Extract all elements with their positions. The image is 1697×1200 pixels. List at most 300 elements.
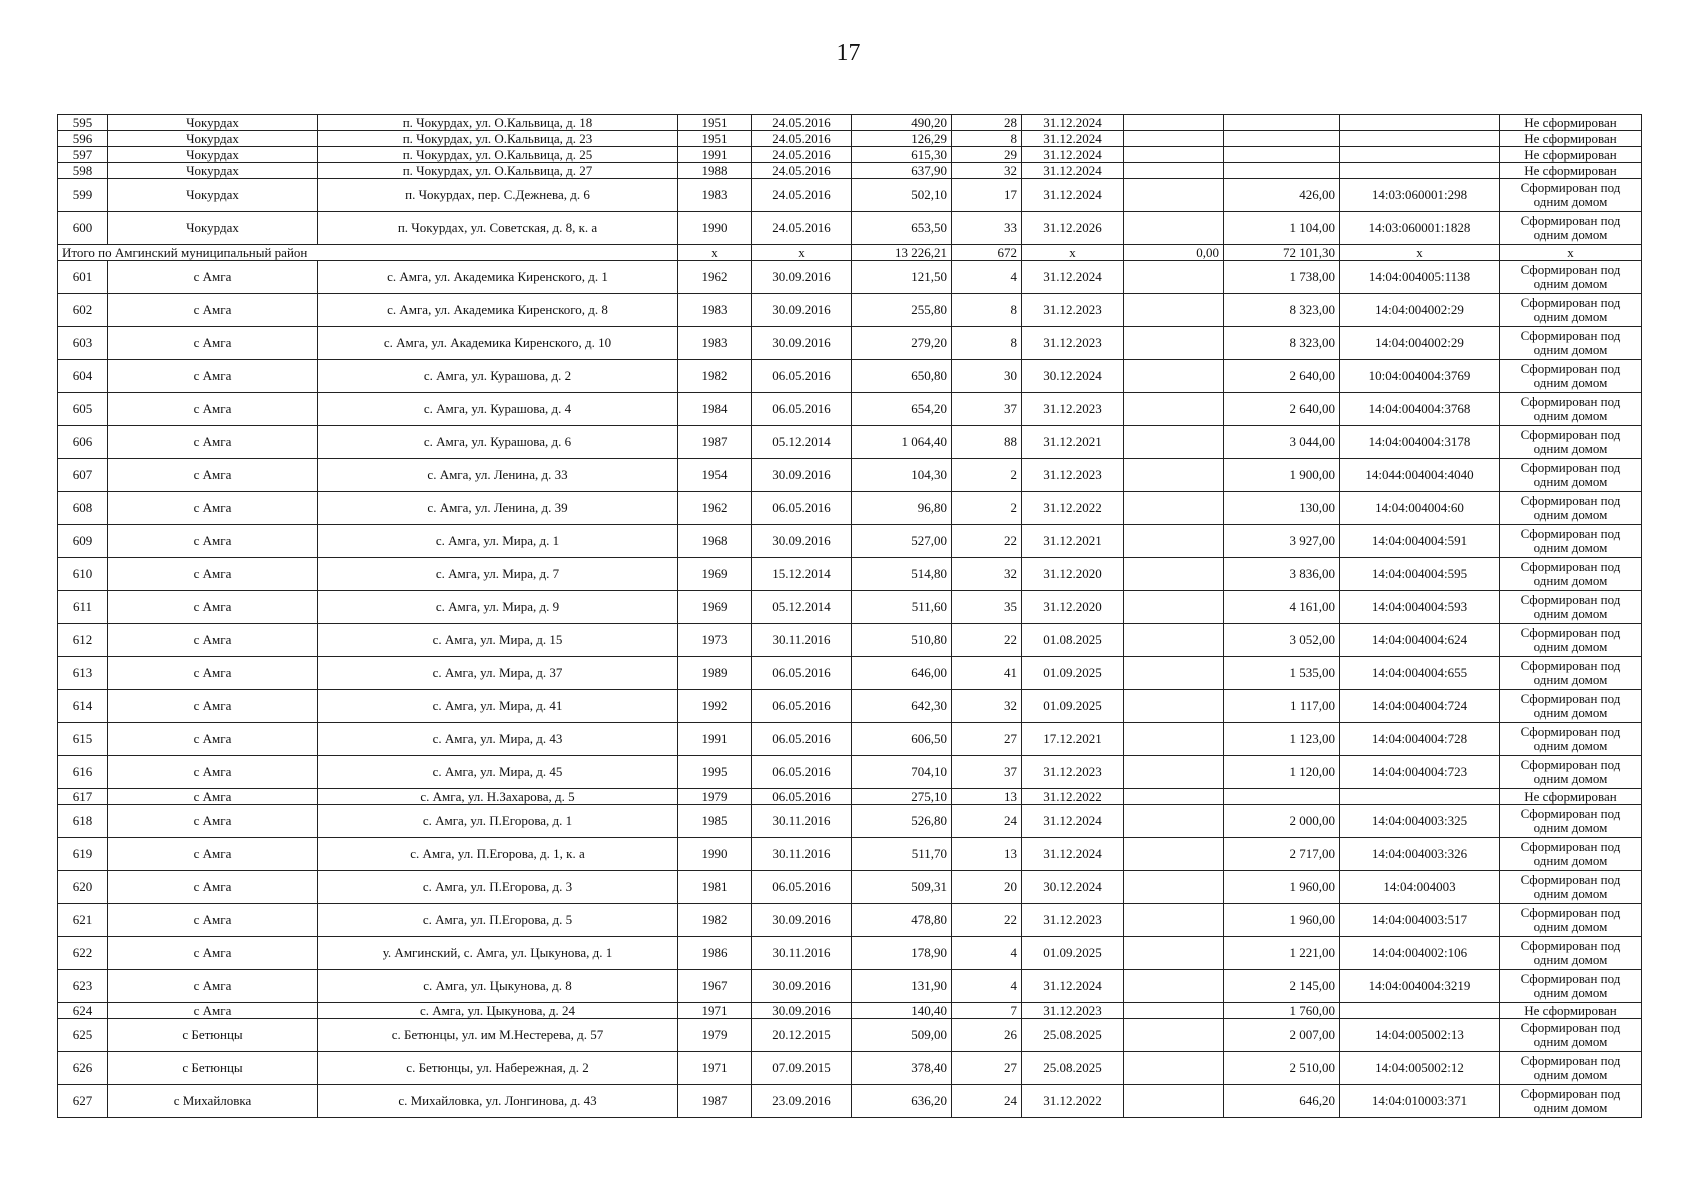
cell-land-status: Сформирован под одним домом: [1500, 1085, 1642, 1118]
cell-col10: [1124, 115, 1224, 131]
cell-cadastral-number: [1340, 115, 1500, 131]
cell-col10: [1124, 937, 1224, 970]
cell-residents: 4: [952, 261, 1022, 294]
cell-deadline: 31.12.2024: [1022, 163, 1124, 179]
cell-address: с. Амга, ул. Мира, д. 9: [318, 591, 678, 624]
cell-col10: [1124, 1085, 1224, 1118]
cell-inspection-date: 15.12.2014: [752, 558, 852, 591]
cell-inspection-date: 07.09.2015: [752, 1052, 852, 1085]
cell-cadastral-number: 14:044:004004:4040: [1340, 459, 1500, 492]
cell-land-status: Не сформирован: [1500, 789, 1642, 805]
table-row: [58, 1085, 1642, 1118]
cell-inspection-date: 30.11.2016: [752, 937, 852, 970]
cell-land-area: 1 900,00: [1224, 459, 1340, 492]
cell-row-number: 606: [58, 426, 108, 459]
cell-deadline: 30.12.2024: [1022, 360, 1124, 393]
table-row: [58, 459, 1642, 492]
cell-row-number: 622: [58, 937, 108, 970]
cell-col10: [1124, 723, 1224, 756]
cell-year-built: 1962: [678, 492, 752, 525]
table-row: [58, 147, 1642, 163]
cell-address: с. Амга, ул. Мира, д. 1: [318, 525, 678, 558]
table-row: [58, 904, 1642, 937]
table-row: [58, 492, 1642, 525]
cell-land-status: Сформирован под одним домом: [1500, 426, 1642, 459]
cell-inspection-date: 24.05.2016: [752, 163, 852, 179]
cell-land-area: 2 510,00: [1224, 1052, 1340, 1085]
cell-col10: [1124, 1019, 1224, 1052]
cell-area: 502,10: [852, 179, 952, 212]
summary-area: 13 226,21: [852, 245, 952, 261]
cell-col10: [1124, 360, 1224, 393]
cell-cadastral-number: [1340, 1003, 1500, 1019]
cell-year-built: 1984: [678, 393, 752, 426]
cell-inspection-date: 30.09.2016: [752, 525, 852, 558]
cell-col10: [1124, 327, 1224, 360]
cell-inspection-date: 06.05.2016: [752, 871, 852, 904]
cell-inspection-date: 06.05.2016: [752, 360, 852, 393]
cell-residents: 2: [952, 459, 1022, 492]
cell-year-built: 1982: [678, 904, 752, 937]
cell-year-built: 1991: [678, 147, 752, 163]
cell-address: с. Михайловка, ул. Лонгинова, д. 43: [318, 1085, 678, 1118]
cell-deadline: 31.12.2021: [1022, 525, 1124, 558]
cell-inspection-date: 20.12.2015: [752, 1019, 852, 1052]
cell-settlement: с Амга: [108, 624, 318, 657]
cell-residents: 8: [952, 294, 1022, 327]
cell-row-number: 603: [58, 327, 108, 360]
cell-land-area: 1 960,00: [1224, 871, 1340, 904]
cell-cadastral-number: 14:04:004004:723: [1340, 756, 1500, 789]
cell-address: с. Амга, ул. Мира, д. 45: [318, 756, 678, 789]
cell-residents: 28: [952, 115, 1022, 131]
cell-land-area: 8 323,00: [1224, 327, 1340, 360]
summary-label: Итого по Амгинский муниципальный район: [58, 245, 678, 261]
cell-year-built: 1990: [678, 212, 752, 245]
summary-status: x: [1500, 245, 1642, 261]
cell-settlement: с Амга: [108, 789, 318, 805]
cell-deadline: 31.12.2021: [1022, 426, 1124, 459]
cell-year-built: 1979: [678, 1019, 752, 1052]
cell-row-number: 624: [58, 1003, 108, 1019]
cell-cadastral-number: 14:04:004004:655: [1340, 657, 1500, 690]
cell-deadline: 31.12.2024: [1022, 179, 1124, 212]
cell-year-built: 1992: [678, 690, 752, 723]
cell-year-built: 1982: [678, 360, 752, 393]
cell-land-area: 1 960,00: [1224, 904, 1340, 937]
cell-residents: 8: [952, 327, 1022, 360]
cell-land-area: 2 640,00: [1224, 360, 1340, 393]
cell-cadastral-number: 14:04:004003:325: [1340, 805, 1500, 838]
cell-land-area: [1224, 163, 1340, 179]
cell-settlement: с Амга: [108, 723, 318, 756]
cell-address: с. Амга, ул. Курашова, д. 6: [318, 426, 678, 459]
cell-area: 510,80: [852, 624, 952, 657]
cell-land-area: 1 535,00: [1224, 657, 1340, 690]
cell-cadastral-number: 14:04:004004:60: [1340, 492, 1500, 525]
cell-row-number: 616: [58, 756, 108, 789]
cell-deadline: 31.12.2023: [1022, 459, 1124, 492]
table-row: [58, 657, 1642, 690]
cell-settlement: Чокурдах: [108, 115, 318, 131]
cell-row-number: 599: [58, 179, 108, 212]
table-row: [58, 690, 1642, 723]
cell-deadline: 31.12.2024: [1022, 805, 1124, 838]
cell-row-number: 619: [58, 838, 108, 871]
cell-deadline: 01.08.2025: [1022, 624, 1124, 657]
cell-deadline: 25.08.2025: [1022, 1019, 1124, 1052]
cell-land-status: Не сформирован: [1500, 1003, 1642, 1019]
cell-settlement: с Амга: [108, 970, 318, 1003]
cell-land-status: Не сформирован: [1500, 131, 1642, 147]
cell-land-status: Сформирован под одним домом: [1500, 723, 1642, 756]
cell-inspection-date: 30.09.2016: [752, 904, 852, 937]
cell-inspection-date: 30.11.2016: [752, 624, 852, 657]
cell-area: 527,00: [852, 525, 952, 558]
cell-land-area: 2 000,00: [1224, 805, 1340, 838]
cell-deadline: 31.12.2023: [1022, 1003, 1124, 1019]
cell-row-number: 615: [58, 723, 108, 756]
cell-settlement: с Амга: [108, 1003, 318, 1019]
cell-deadline: 01.09.2025: [1022, 657, 1124, 690]
cell-inspection-date: 05.12.2014: [752, 591, 852, 624]
cell-year-built: 1951: [678, 115, 752, 131]
cell-col10: [1124, 492, 1224, 525]
cell-land-area: 1 117,00: [1224, 690, 1340, 723]
page-number: 17: [836, 40, 861, 66]
rows-group-after: [58, 261, 1642, 1118]
cell-row-number: 600: [58, 212, 108, 245]
cell-col10: [1124, 212, 1224, 245]
table-row: [58, 805, 1642, 838]
cell-cadastral-number: [1340, 163, 1500, 179]
cell-inspection-date: 30.09.2016: [752, 970, 852, 1003]
cell-address: с. Амга, ул. Мира, д. 7: [318, 558, 678, 591]
cell-address: п. Чокурдах, ул. Советская, д. 8, к. а: [318, 212, 678, 245]
cell-area: 104,30: [852, 459, 952, 492]
cell-address: п. Чокурдах, пер. С.Дежнева, д. 6: [318, 179, 678, 212]
summary-col10: 0,00: [1124, 245, 1224, 261]
cell-land-area: 8 323,00: [1224, 294, 1340, 327]
cell-residents: 24: [952, 1085, 1022, 1118]
cell-row-number: 625: [58, 1019, 108, 1052]
cell-residents: 2: [952, 492, 1022, 525]
cell-deadline: 25.08.2025: [1022, 1052, 1124, 1085]
cell-area: 653,50: [852, 212, 952, 245]
cell-area: 637,90: [852, 163, 952, 179]
cell-address: п. Чокурдах, ул. О.Кальвица, д. 25: [318, 147, 678, 163]
cell-settlement: с Амга: [108, 838, 318, 871]
cell-land-status: Сформирован под одним домом: [1500, 558, 1642, 591]
cell-land-status: Сформирован под одним домом: [1500, 591, 1642, 624]
table-row: [58, 179, 1642, 212]
cell-settlement: Чокурдах: [108, 163, 318, 179]
cell-address: с. Амга, ул. Цыкунова, д. 8: [318, 970, 678, 1003]
cell-col10: [1124, 1052, 1224, 1085]
housing-table: [57, 114, 1642, 1118]
cell-area: 378,40: [852, 1052, 952, 1085]
cell-year-built: 1979: [678, 789, 752, 805]
cell-cadastral-number: 14:04:004005:1138: [1340, 261, 1500, 294]
cell-address: у. Амгинский, с. Амга, ул. Цыкунова, д. 1: [318, 937, 678, 970]
summary-land-area: 72 101,30: [1224, 245, 1340, 261]
cell-land-area: 1 120,00: [1224, 756, 1340, 789]
cell-settlement: с Амга: [108, 558, 318, 591]
cell-settlement: с Амга: [108, 393, 318, 426]
cell-year-built: 1987: [678, 1085, 752, 1118]
cell-settlement: Чокурдах: [108, 131, 318, 147]
cell-land-area: 646,20: [1224, 1085, 1340, 1118]
cell-land-status: Сформирован под одним домом: [1500, 492, 1642, 525]
cell-col10: [1124, 179, 1224, 212]
cell-year-built: 1951: [678, 131, 752, 147]
cell-deadline: 31.12.2022: [1022, 492, 1124, 525]
cell-year-built: 1983: [678, 294, 752, 327]
cell-land-area: 2 145,00: [1224, 970, 1340, 1003]
cell-year-built: 1986: [678, 937, 752, 970]
cell-address: с. Амга, ул. Ленина, д. 33: [318, 459, 678, 492]
cell-land-status: Сформирован под одним домом: [1500, 904, 1642, 937]
cell-land-status: Сформирован под одним домом: [1500, 624, 1642, 657]
cell-settlement: с Амга: [108, 360, 318, 393]
table-row: [58, 756, 1642, 789]
cell-area: 511,70: [852, 838, 952, 871]
cell-area: 279,20: [852, 327, 952, 360]
cell-residents: 13: [952, 789, 1022, 805]
table-row: [58, 591, 1642, 624]
cell-address: с. Амга, ул. Ленина, д. 39: [318, 492, 678, 525]
cell-address: с. Амга, ул. Академика Киренского, д. 1: [318, 261, 678, 294]
cell-year-built: 1991: [678, 723, 752, 756]
cell-col10: [1124, 558, 1224, 591]
cell-residents: 4: [952, 937, 1022, 970]
cell-residents: 13: [952, 838, 1022, 871]
cell-settlement: с Амга: [108, 805, 318, 838]
cell-settlement: с Амга: [108, 294, 318, 327]
cell-col10: [1124, 525, 1224, 558]
cell-cadastral-number: 14:04:004004:724: [1340, 690, 1500, 723]
cell-land-status: Сформирован под одним домом: [1500, 838, 1642, 871]
cell-row-number: 620: [58, 871, 108, 904]
cell-col10: [1124, 970, 1224, 1003]
table-row: [58, 327, 1642, 360]
cell-area: 126,29: [852, 131, 952, 147]
cell-residents: 30: [952, 360, 1022, 393]
table-row: [58, 393, 1642, 426]
cell-land-status: Сформирован под одним домом: [1500, 212, 1642, 245]
cell-land-area: 2 640,00: [1224, 393, 1340, 426]
cell-area: 255,80: [852, 294, 952, 327]
cell-deadline: 31.12.2024: [1022, 131, 1124, 147]
cell-inspection-date: 24.05.2016: [752, 131, 852, 147]
cell-col10: [1124, 294, 1224, 327]
cell-address: с. Амга, ул. Цыкунова, д. 24: [318, 1003, 678, 1019]
cell-settlement: с Амга: [108, 591, 318, 624]
cell-area: 1 064,40: [852, 426, 952, 459]
table-row: [58, 212, 1642, 245]
cell-land-status: Не сформирован: [1500, 115, 1642, 131]
cell-land-area: [1224, 147, 1340, 163]
table-row: [58, 624, 1642, 657]
cell-area: 650,80: [852, 360, 952, 393]
table-row: [58, 871, 1642, 904]
cell-settlement: Чокурдах: [108, 179, 318, 212]
cell-address: п. Чокурдах, ул. О.Кальвица, д. 27: [318, 163, 678, 179]
cell-deadline: 31.12.2024: [1022, 115, 1124, 131]
summary-group: [58, 245, 1642, 261]
cell-settlement: Чокурдах: [108, 147, 318, 163]
cell-year-built: 1985: [678, 805, 752, 838]
cell-address: п. Чокурдах, ул. О.Кальвица, д. 23: [318, 131, 678, 147]
cell-settlement: Чокурдах: [108, 212, 318, 245]
cell-address: с. Бетюнцы, ул. им М.Нестерева, д. 57: [318, 1019, 678, 1052]
table-row: [58, 115, 1642, 131]
cell-row-number: 610: [58, 558, 108, 591]
cell-cadastral-number: 14:04:004003:326: [1340, 838, 1500, 871]
summary-row: [58, 245, 1642, 261]
cell-land-status: Сформирован под одним домом: [1500, 1019, 1642, 1052]
summary-year: x: [678, 245, 752, 261]
cell-residents: 27: [952, 723, 1022, 756]
cell-deadline: 31.12.2022: [1022, 789, 1124, 805]
cell-settlement: с Амга: [108, 426, 318, 459]
table-row: [58, 1052, 1642, 1085]
cell-area: 526,80: [852, 805, 952, 838]
cell-land-area: 1 221,00: [1224, 937, 1340, 970]
cell-settlement: с Амга: [108, 459, 318, 492]
cell-deadline: 31.12.2020: [1022, 558, 1124, 591]
cell-year-built: 1990: [678, 838, 752, 871]
cell-col10: [1124, 904, 1224, 937]
cell-settlement: с Бетюнцы: [108, 1019, 318, 1052]
rows-group-before: [58, 115, 1642, 245]
cell-address: с. Амга, ул. Курашова, д. 4: [318, 393, 678, 426]
summary-cadastral: x: [1340, 245, 1500, 261]
cell-col10: [1124, 624, 1224, 657]
cell-area: 121,50: [852, 261, 952, 294]
cell-col10: [1124, 871, 1224, 904]
cell-address: с. Амга, ул. Академика Киренского, д. 10: [318, 327, 678, 360]
cell-deadline: 31.12.2024: [1022, 261, 1124, 294]
table-row: [58, 937, 1642, 970]
cell-settlement: с Амга: [108, 261, 318, 294]
cell-deadline: 31.12.2024: [1022, 970, 1124, 1003]
cell-inspection-date: 06.05.2016: [752, 492, 852, 525]
cell-row-number: 612: [58, 624, 108, 657]
cell-inspection-date: 06.05.2016: [752, 723, 852, 756]
cell-area: 509,00: [852, 1019, 952, 1052]
cell-cadastral-number: 14:04:004004:591: [1340, 525, 1500, 558]
cell-area: 636,20: [852, 1085, 952, 1118]
table-row: [58, 261, 1642, 294]
cell-residents: 37: [952, 393, 1022, 426]
cell-row-number: 596: [58, 131, 108, 147]
cell-year-built: 1983: [678, 179, 752, 212]
cell-row-number: 614: [58, 690, 108, 723]
cell-year-built: 1969: [678, 591, 752, 624]
cell-residents: 22: [952, 624, 1022, 657]
cell-row-number: 626: [58, 1052, 108, 1085]
cell-address: с. Амга, ул. П.Егорова, д. 3: [318, 871, 678, 904]
cell-area: 514,80: [852, 558, 952, 591]
cell-col10: [1124, 591, 1224, 624]
cell-land-status: Не сформирован: [1500, 147, 1642, 163]
cell-area: 178,90: [852, 937, 952, 970]
table-row: [58, 723, 1642, 756]
cell-cadastral-number: 10:04:004004:3769: [1340, 360, 1500, 393]
cell-area: 606,50: [852, 723, 952, 756]
cell-cadastral-number: 14:04:005002:13: [1340, 1019, 1500, 1052]
cell-inspection-date: 24.05.2016: [752, 179, 852, 212]
cell-land-status: Сформирован под одним домом: [1500, 970, 1642, 1003]
cell-row-number: 618: [58, 805, 108, 838]
cell-year-built: 1995: [678, 756, 752, 789]
cell-cadastral-number: 14:03:060001:298: [1340, 179, 1500, 212]
cell-residents: 32: [952, 690, 1022, 723]
cell-cadastral-number: 14:04:004002:29: [1340, 327, 1500, 360]
cell-cadastral-number: 14:04:004004:728: [1340, 723, 1500, 756]
cell-deadline: 01.09.2025: [1022, 690, 1124, 723]
cell-residents: 41: [952, 657, 1022, 690]
cell-year-built: 1954: [678, 459, 752, 492]
cell-deadline: 30.12.2024: [1022, 871, 1124, 904]
cell-address: с. Амга, ул. Мира, д. 15: [318, 624, 678, 657]
cell-year-built: 1971: [678, 1003, 752, 1019]
cell-row-number: 595: [58, 115, 108, 131]
cell-year-built: 1983: [678, 327, 752, 360]
cell-year-built: 1967: [678, 970, 752, 1003]
cell-year-built: 1988: [678, 163, 752, 179]
cell-residents: 8: [952, 131, 1022, 147]
cell-land-area: 3 836,00: [1224, 558, 1340, 591]
cell-inspection-date: 24.05.2016: [752, 147, 852, 163]
cell-deadline: 31.12.2022: [1022, 1085, 1124, 1118]
cell-land-status: Не сформирован: [1500, 163, 1642, 179]
cell-row-number: 605: [58, 393, 108, 426]
cell-residents: 22: [952, 904, 1022, 937]
cell-land-area: 1 738,00: [1224, 261, 1340, 294]
cell-area: 642,30: [852, 690, 952, 723]
cell-inspection-date: 23.09.2016: [752, 1085, 852, 1118]
cell-col10: [1124, 393, 1224, 426]
cell-year-built: 1987: [678, 426, 752, 459]
cell-land-status: Сформирован под одним домом: [1500, 261, 1642, 294]
cell-deadline: 31.12.2026: [1022, 212, 1124, 245]
cell-settlement: с Амга: [108, 327, 318, 360]
cell-deadline: 01.09.2025: [1022, 937, 1124, 970]
cell-col10: [1124, 261, 1224, 294]
cell-residents: 4: [952, 970, 1022, 1003]
table-row: [58, 970, 1642, 1003]
cell-row-number: 602: [58, 294, 108, 327]
cell-address: с. Амга, ул. П.Егорова, д. 5: [318, 904, 678, 937]
cell-land-area: 1 123,00: [1224, 723, 1340, 756]
cell-address: с. Амга, ул. Мира, д. 37: [318, 657, 678, 690]
cell-year-built: 1973: [678, 624, 752, 657]
cell-cadastral-number: 14:04:004002:106: [1340, 937, 1500, 970]
cell-land-status: Сформирован под одним домом: [1500, 525, 1642, 558]
cell-cadastral-number: 14:03:060001:1828: [1340, 212, 1500, 245]
cell-row-number: 598: [58, 163, 108, 179]
cell-deadline: 31.12.2020: [1022, 591, 1124, 624]
cell-residents: 88: [952, 426, 1022, 459]
cell-address: с. Амга, ул. П.Егорова, д. 1: [318, 805, 678, 838]
cell-area: 490,20: [852, 115, 952, 131]
cell-land-status: Сформирован под одним домом: [1500, 179, 1642, 212]
cell-cadastral-number: 14:04:005002:12: [1340, 1052, 1500, 1085]
cell-cadastral-number: 14:04:004002:29: [1340, 294, 1500, 327]
cell-cadastral-number: 14:04:004004:595: [1340, 558, 1500, 591]
